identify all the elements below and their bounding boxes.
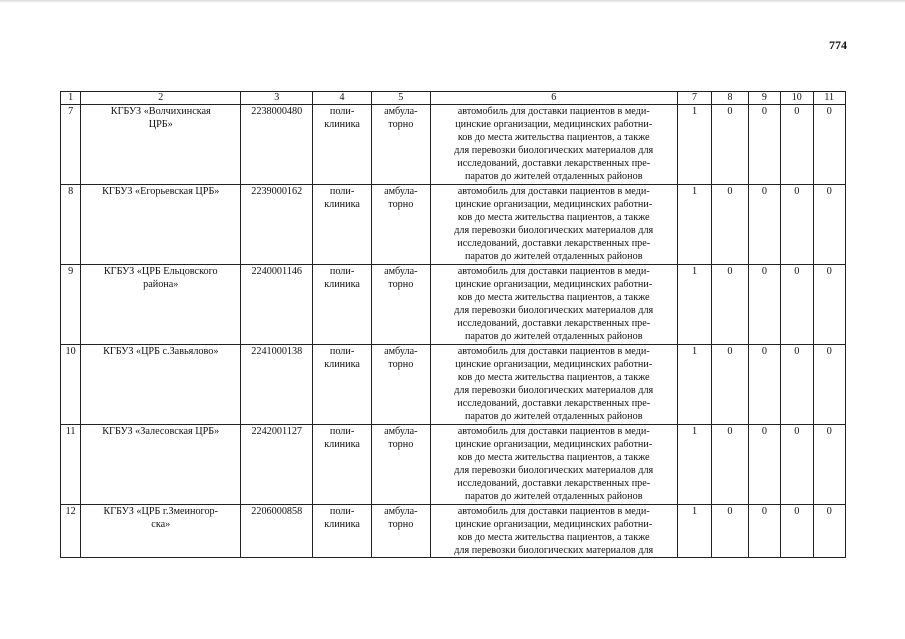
description-line: исследований, доставки лекарственных пре- [457, 238, 651, 249]
description-line: исследований, доставки лекарственных пре- [457, 318, 651, 329]
organization-name-line: КГБУЗ «ЦРБ Ельцовского [103, 266, 218, 277]
table-row [61, 345, 846, 425]
cell-organization-name [81, 425, 241, 505]
description-line: ков до места жительства пациентов, а также [457, 132, 650, 143]
description-line: цинские организации, медицинских работни- [455, 279, 653, 290]
cell-col-7: 1 [677, 185, 711, 265]
organization-name-line: ЦРБ» [148, 119, 173, 130]
organization-name-line: ска» [151, 519, 171, 530]
cell-col-10: 0 [781, 505, 813, 558]
col-header-11: 11 [813, 92, 846, 105]
cell-col-7: 1 [677, 105, 711, 185]
cell-organization-name [81, 265, 241, 345]
description-line: паратов до жителей отдаленных районов [464, 411, 643, 422]
table-row [61, 105, 846, 185]
care-mode-line: амбула- [384, 106, 418, 117]
care-mode-line: торно [388, 519, 414, 530]
cell-col-11: 0 [813, 505, 846, 558]
cell-code: 2206000858 [241, 505, 313, 558]
cell-col-11: 0 [813, 345, 846, 425]
cell-col-10: 0 [781, 185, 813, 265]
cell-row-number: 10 [61, 345, 81, 425]
description-line: для перевозки биологических материалов для [454, 225, 654, 236]
facility-type-line: поли- [329, 266, 355, 277]
cell-col-9: 0 [748, 185, 780, 265]
facility-type-line: клиника [324, 199, 360, 210]
cell-description [430, 105, 677, 185]
cell-col-7: 1 [677, 425, 711, 505]
cell-facility-type [313, 345, 372, 425]
cell-col-9: 0 [748, 505, 780, 558]
facility-type-line: поли- [329, 186, 355, 197]
care-mode-line: торно [388, 279, 414, 290]
description-line: автомобиль для доставки пациентов в меди- [457, 426, 650, 437]
description-line: исследований, доставки лекарственных пре- [457, 158, 651, 169]
description-line: исследований, доставки лекарственных пре- [457, 398, 651, 409]
description-line: паратов до жителей отдаленных районов [464, 491, 643, 502]
cell-facility-type [313, 505, 372, 558]
description-line: ков до места жительства пациентов, а также [457, 532, 650, 543]
cell-description [430, 185, 677, 265]
facility-type-line: клиника [324, 439, 360, 450]
table-row [61, 425, 846, 505]
cell-description [430, 425, 677, 505]
col-header-8: 8 [712, 92, 748, 105]
care-mode-line: торно [388, 119, 414, 130]
col-header-5: 5 [371, 92, 430, 105]
cell-facility-type [313, 425, 372, 505]
col-header-10: 10 [781, 92, 813, 105]
header-row [61, 92, 846, 105]
cell-col-10: 0 [781, 105, 813, 185]
cell-col-11: 0 [813, 185, 846, 265]
table-row [61, 185, 846, 265]
table-body [61, 105, 846, 558]
organization-name-line: района» [143, 279, 179, 290]
description-line: ков до места жительства пациентов, а также [457, 452, 650, 463]
description-line: паратов до жителей отдаленных районов [464, 171, 643, 182]
cell-col-11: 0 [813, 425, 846, 505]
col-header-2: 2 [81, 92, 241, 105]
cell-col-11: 0 [813, 105, 846, 185]
description-line: автомобиль для доставки пациентов в меди- [457, 506, 650, 517]
cell-code: 2242001127 [241, 425, 313, 505]
cell-col-8: 0 [712, 105, 748, 185]
description-line: для перевозки биологических материалов для [454, 385, 654, 396]
care-mode-line: амбула- [384, 506, 418, 517]
cell-care-mode [371, 345, 430, 425]
care-mode-line: амбула- [384, 346, 418, 357]
description-line: для перевозки биологических материалов для [454, 465, 654, 476]
description-line: цинские организации, медицинских работни- [455, 119, 653, 130]
cell-description [430, 345, 677, 425]
description-line: исследований, доставки лекарственных пре- [457, 478, 651, 489]
cell-col-10: 0 [781, 265, 813, 345]
col-header-7: 7 [677, 92, 711, 105]
cell-row-number: 12 [61, 505, 81, 558]
description-line: ков до места жительства пациентов, а также [457, 292, 650, 303]
organization-name-line: КГБУЗ «Залесовская ЦРБ» [102, 426, 220, 437]
cell-col-7: 1 [677, 265, 711, 345]
cell-organization-name [81, 505, 241, 558]
description-line: автомобиль для доставки пациентов в меди- [457, 186, 650, 197]
description-line: для перевозки биологических материалов для [454, 545, 654, 556]
cell-row-number: 9 [61, 265, 81, 345]
cell-code: 2241000138 [241, 345, 313, 425]
organization-name-line: КГБУЗ «Егорьевская ЦРБ» [102, 186, 220, 197]
cell-code: 2240001146 [241, 265, 313, 345]
description-line: ков до места жительства пациентов, а также [457, 372, 650, 383]
cell-care-mode [371, 425, 430, 505]
care-mode-line: амбула- [384, 426, 418, 437]
col-header-6: 6 [430, 92, 677, 105]
description-line: цинские организации, медицинских работни- [455, 519, 653, 530]
cell-col-8: 0 [712, 505, 748, 558]
facility-type-line: поли- [329, 106, 355, 117]
cell-description [430, 265, 677, 345]
facility-type-line: клиника [324, 359, 360, 370]
description-line: ков до места жительства пациентов, а также [457, 212, 650, 223]
table-row [61, 505, 846, 558]
description-line: для перевозки биологических материалов для [454, 145, 654, 156]
page-number: 774 [829, 38, 847, 52]
cell-col-8: 0 [712, 345, 748, 425]
cell-col-11: 0 [813, 265, 846, 345]
care-mode-line: амбула- [384, 186, 418, 197]
description-line: автомобиль для доставки пациентов в меди- [457, 106, 650, 117]
description-line: автомобиль для доставки пациентов в меди- [457, 346, 650, 357]
table-row [61, 265, 846, 345]
cell-care-mode [371, 505, 430, 558]
document-table [60, 91, 846, 558]
care-mode-line: торно [388, 359, 414, 370]
facility-type-line: клиника [324, 279, 360, 290]
cell-organization-name [81, 105, 241, 185]
care-mode-line: торно [388, 199, 414, 210]
col-header-4: 4 [313, 92, 372, 105]
cell-care-mode [371, 265, 430, 345]
cell-row-number: 8 [61, 185, 81, 265]
scan-edge [0, 0, 905, 3]
cell-col-9: 0 [748, 105, 780, 185]
cell-col-9: 0 [748, 345, 780, 425]
cell-col-8: 0 [712, 265, 748, 345]
cell-col-8: 0 [712, 185, 748, 265]
col-header-1: 1 [61, 92, 81, 105]
cell-col-9: 0 [748, 425, 780, 505]
cell-col-10: 0 [781, 425, 813, 505]
cell-col-8: 0 [712, 425, 748, 505]
description-line: цинские организации, медицинских работни- [455, 439, 653, 450]
cell-row-number: 11 [61, 425, 81, 505]
facility-type-line: поли- [329, 426, 355, 437]
description-line: цинские организации, медицинских работни- [455, 199, 653, 210]
care-mode-line: торно [388, 439, 414, 450]
organization-name-line: КГБУЗ «Волчихинская [110, 106, 211, 117]
cell-col-10: 0 [781, 345, 813, 425]
col-header-9: 9 [748, 92, 780, 105]
cell-code: 2239000162 [241, 185, 313, 265]
description-line: цинские организации, медицинских работни- [455, 359, 653, 370]
cell-col-9: 0 [748, 265, 780, 345]
description-line: паратов до жителей отдаленных районов [464, 331, 643, 342]
cell-care-mode [371, 105, 430, 185]
cell-care-mode [371, 185, 430, 265]
organization-name-line: КГБУЗ «ЦРБ с.Завьялово» [103, 346, 219, 357]
cell-organization-name [81, 185, 241, 265]
facility-type-line: поли- [329, 346, 355, 357]
col-header-3: 3 [241, 92, 313, 105]
organization-name-line: КГБУЗ «ЦРБ г.Змеиногор- [103, 506, 219, 517]
cell-description [430, 505, 677, 558]
description-line: автомобиль для доставки пациентов в меди- [457, 266, 650, 277]
cell-facility-type [313, 105, 372, 185]
cell-facility-type [313, 185, 372, 265]
cell-code: 2238000480 [241, 105, 313, 185]
cell-col-7: 1 [677, 345, 711, 425]
facility-type-line: клиника [324, 519, 360, 530]
cell-row-number: 7 [61, 105, 81, 185]
facility-type-line: клиника [324, 119, 360, 130]
care-mode-line: амбула- [384, 266, 418, 277]
description-line: для перевозки биологических материалов для [454, 305, 654, 316]
description-line: паратов до жителей отдаленных районов [464, 251, 643, 262]
facility-type-line: поли- [329, 506, 355, 517]
cell-facility-type [313, 265, 372, 345]
cell-organization-name [81, 345, 241, 425]
cell-col-7: 1 [677, 505, 711, 558]
